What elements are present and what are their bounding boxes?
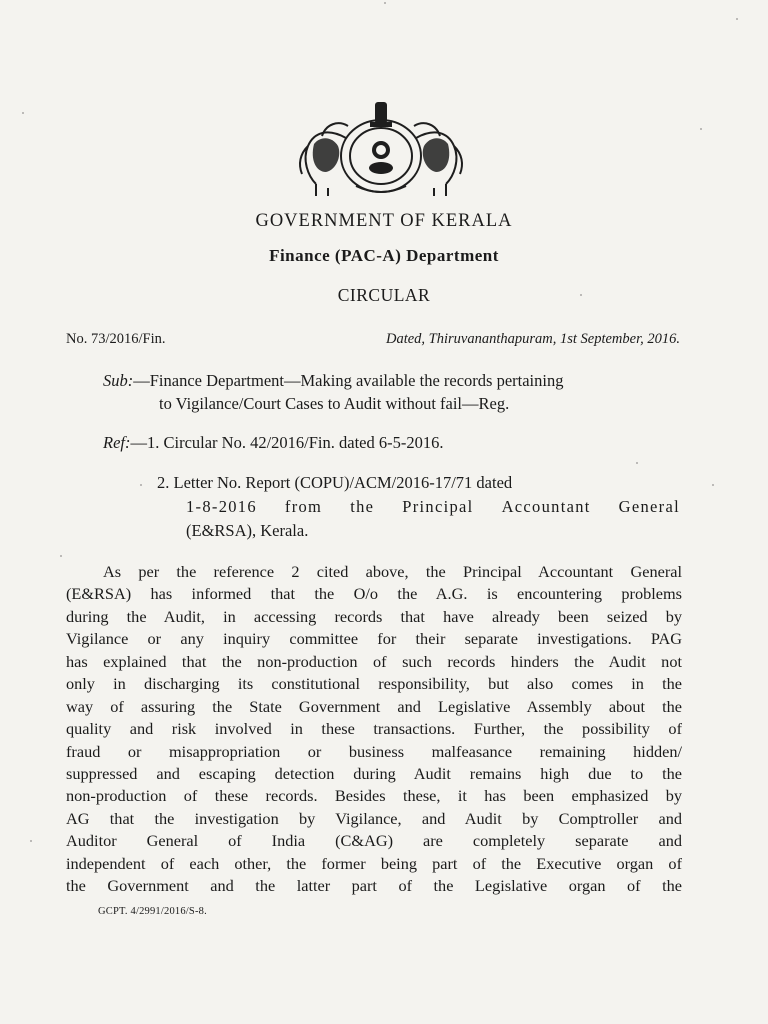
subject-label: Sub: bbox=[103, 371, 134, 390]
government-title: GOVERNMENT OF KERALA bbox=[255, 211, 513, 231]
subject-line-1 bbox=[103, 371, 563, 391]
reference-1-text: —1. Circular No. 42/2016/Fin. dated 6-5-2016. bbox=[130, 433, 444, 452]
scan-speck bbox=[140, 484, 142, 486]
body-line: only in discharging its constitutional responsibility, but also comes in the bbox=[66, 674, 682, 694]
scan-speck bbox=[712, 484, 714, 486]
reference-2-word: the bbox=[350, 497, 375, 516]
body-line: the Government and the latter part of the Legislative organ of the bbox=[66, 876, 682, 896]
kerala-state-emblem-icon bbox=[286, 98, 476, 200]
body-line: AG that the investigation by Vigilance, and Audit by Comptroller and bbox=[66, 808, 682, 828]
print-reference-footer: GCPT. 4/2991/2016/S-8. bbox=[98, 906, 207, 917]
body-line: suppressed and escaping detection during Audit remains high due to the bbox=[66, 763, 682, 783]
body-line: way of assuring the State Government and Legislative Assembly about the bbox=[66, 696, 682, 716]
reference-2-word: Accountant bbox=[501, 497, 591, 516]
reference-2-word: Principal bbox=[402, 497, 474, 516]
reference-label: Ref: bbox=[103, 433, 131, 452]
scan-speck bbox=[384, 2, 386, 4]
subject-line-2: to Vigilance/Court Cases to Audit without fail—Reg. bbox=[159, 394, 510, 413]
reference-2-word: 1-8-2016 bbox=[186, 497, 257, 516]
scan-speck bbox=[736, 18, 738, 20]
subject-text-1: —Finance Department—Making available the records pertaining bbox=[133, 371, 564, 390]
scan-speck bbox=[636, 462, 638, 464]
body-line: (E&RSA) has informed that the O/o the A.G. is encountering problems bbox=[66, 584, 682, 604]
reference-2-line-2 bbox=[186, 497, 680, 517]
body-line: fraud or misappropriation or business malfeasance remaining hidden/ bbox=[66, 741, 682, 761]
document-type-heading: CIRCULAR bbox=[337, 285, 431, 305]
circular-number: No. 73/2016/Fin. bbox=[66, 331, 166, 347]
body-line: As per the reference 2 cited above, the Principal Accountant General bbox=[103, 562, 682, 581]
scan-speck bbox=[30, 840, 32, 842]
body-line: non-production of these records. Besides these, it has been emphasized by bbox=[66, 786, 682, 806]
reference-2-word: General bbox=[618, 497, 680, 516]
scan-speck bbox=[22, 112, 24, 114]
reference-2-line-3: (E&RSA), Kerala. bbox=[186, 521, 309, 540]
body-line: quality and risk involved in these transactions. Further, the possibility of bbox=[66, 719, 682, 739]
scan-speck bbox=[700, 128, 702, 130]
body-paragraph bbox=[66, 561, 682, 898]
scan-speck bbox=[60, 555, 62, 557]
reference-2-line-1: 2. Letter No. Report (COPU)/ACM/2016-17/71 dated bbox=[157, 473, 513, 492]
reference-2-word: from bbox=[284, 497, 323, 516]
body-line: independent of each other, the former being part of the Executive organ of bbox=[66, 853, 682, 873]
circular-date: Dated, Thiruvananthapuram, 1st September, 2016. bbox=[385, 331, 680, 347]
body-line: has explained that the non-production of such records hinders the Audit not bbox=[66, 651, 682, 671]
body-line: Vigilance or any inquiry committee for their separate investigations. PAG bbox=[66, 629, 682, 649]
department-title: Finance (PAC-A) Department bbox=[269, 246, 499, 265]
reference-1 bbox=[103, 433, 444, 453]
body-line: Auditor General of India (C&AG) are completely separate and bbox=[66, 831, 682, 851]
body-line: during the Audit, in accessing records that have already been seized by bbox=[66, 606, 682, 626]
